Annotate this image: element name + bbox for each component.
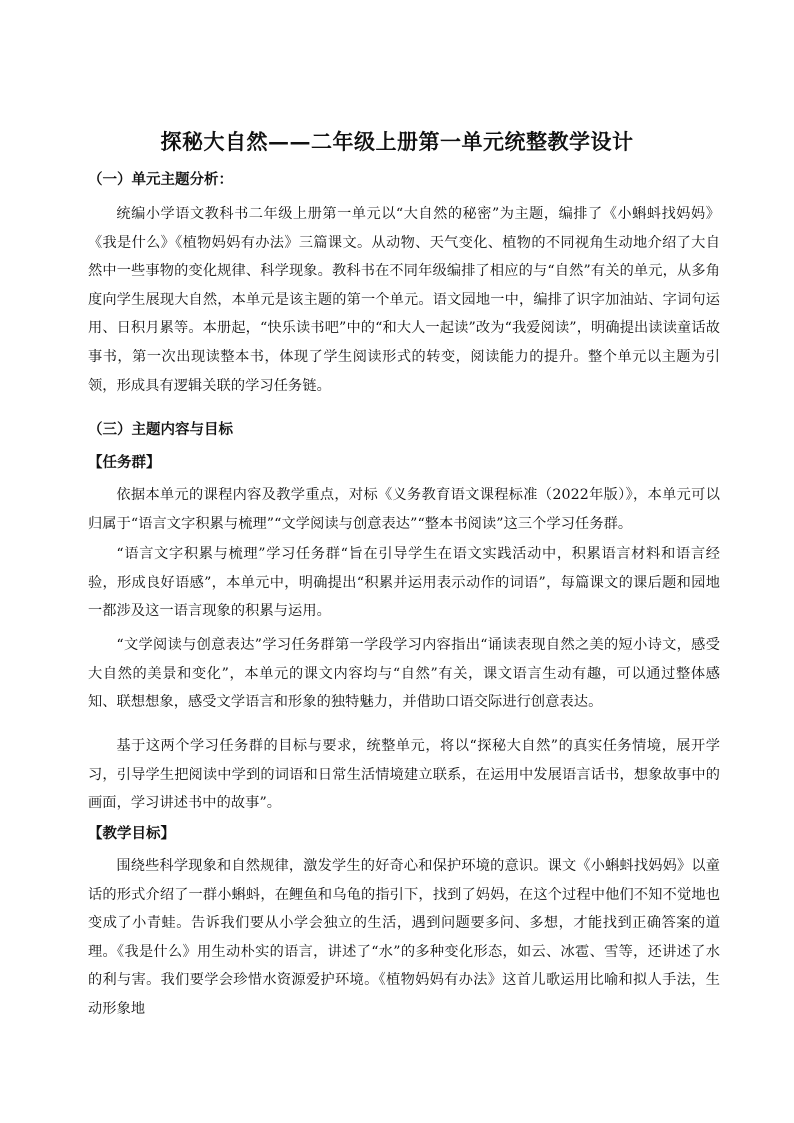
paragraph-task-group-1: 依据本单元的课程内容及教学重点，对标《义务教育语文课程标准（2022年版）》，本单元可以归属于“语言文字积累与梳理”“文学阅读与创意表达”“整本书阅读”这三个学习任务群。 [88,487,720,532]
paragraph-teaching-goals: 围绕些科学现象和自然规律，激发学生的好奇心和保护环境的意识。课文《小蝌蚪找妈妈》以童话的形式介绍了一群小蝌蚪，在鲤鱼和乌龟的指引下，找到了妈妈，在这个过程中他们不知不觉地也变成了小青蛙。告诉我们要从小学会独立的生活，遇到问题要多问、多想，才能找到正确答案的道理。《我是什么》用生动朴实的语言，讲述了“水”的多种变化形态，如云、冰雹、雪等，还讲述了水的利与害。我们要学会珍惜水资源爱护环境。《植物妈妈有办法》这首儿歌运用比喻和拟人手法，生动形象地 [88,858,720,1017]
paragraph-theme-analysis: 统编小学语文教科书二年级上册第一单元以“大自然的秘密”为主题，编排了《小蝌蚪找妈妈》《我是什么》《植物妈妈有办法》三篇课文。从动物、天气变化、植物的不同视角生动地介绍了大自然中一些事物的变化规律、科学现象。教科书在不同年级编排了相应的与“自然”有关的单元，从多角度向学生展现大自然，本单元是该主题的第一个单元。语文园地一中，编排了识字加油站、字词句运用、日积月累等。本册起，“快乐读书吧”中的“和大人一起读”改为“我爱阅读”，明确提出读读童话故事书，第一次出现读整本书，体现了学生阅读形式的转变，阅读能力的提升。整个单元以主题为引领，形成具有逻辑关联的学习任务链。 [88,206,720,394]
paragraph-task-group-4: 基于这两个学习任务群的目标与要求，统整单元，将以“探秘大自然”的真实任务情境，展开学习，引导学生把阅读中学到的词语和日常生活情境建立联系，在运用中发展语言话书，想象故事中的画面，学习讲述书中的故事”。 [88,738,720,812]
document-title: 探秘大自然——二年级上册第一单元统整教学设计 [160,129,634,154]
paragraph-task-group-2: “语言文字积累与梳理”学习任务群“旨在引导学生在语文实践活动中，积累语言材料和语言经验，形成良好语感”，本单元中，明确提出“积累并运用表示动作的词语”，每篇课文的课后题和园地一都涉及这一语言现象的积累与运用。 [88,546,720,620]
subheading-teaching-goals: 【教学目标】 [88,825,175,842]
section-heading-content-goals: （三）主题内容与目标 [88,421,233,438]
paragraph-task-group-3: “文学阅读与创意表达”学习任务群第一学段学习内容指出“诵读表现自然之美的短小诗文，感受大自然的美景和变化”，本单元的课文内容均与“自然”有关，课文语言生动有趣，可以通过整体感知、联想想象，感受文学语言和形象的独特魅力，并借助口语交际进行创意表达。 [88,637,720,711]
subheading-task-group: 【任务群】 [88,454,161,471]
section-heading-theme-analysis: （一）单元主题分析： [88,171,233,188]
